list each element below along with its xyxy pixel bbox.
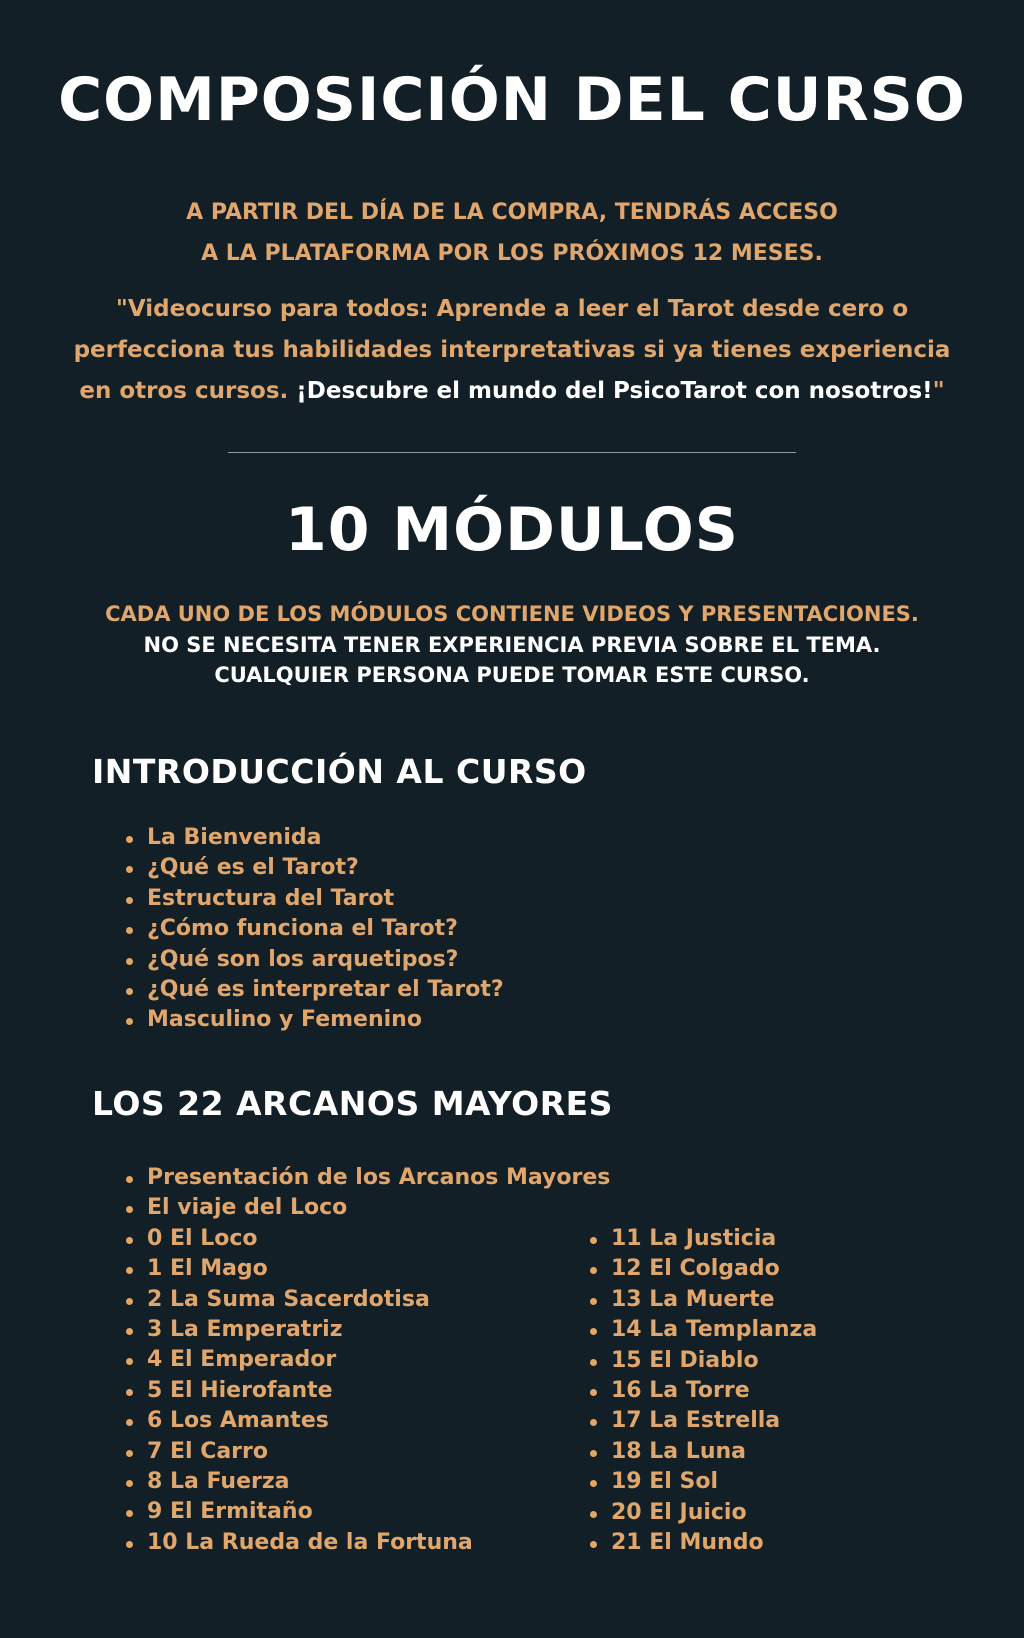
list-item: 21 El Mundo: [590, 1528, 817, 1558]
modules-desc-line-3: CUALQUIER PERSONA PUEDE TOMAR ESTE CURSO.: [214, 663, 810, 687]
list-item: 10 La Rueda de la Fortuna: [126, 1528, 610, 1558]
list-item: 0 El Loco: [126, 1224, 610, 1254]
list-item: 16 La Torre: [590, 1376, 817, 1406]
arcanos-list-left: [126, 1163, 610, 1558]
list-item: 19 El Sol: [590, 1467, 817, 1497]
list-item: ¿Qué son los arquetipos?: [126, 945, 504, 975]
list-item: 11 La Justicia: [590, 1224, 817, 1254]
list-item: Masculino y Femenino: [126, 1005, 504, 1035]
list-item: 4 El Emperador: [126, 1345, 610, 1375]
list-item: ¿Qué es el Tarot?: [126, 853, 504, 883]
intro-quote-end: ": [932, 378, 945, 404]
list-item: ¿Cómo funciona el Tarot?: [126, 914, 504, 944]
page-title: COMPOSICIÓN DEL CURSO: [58, 65, 966, 135]
list-item: 17 La Estrella: [590, 1406, 817, 1436]
intro-highlight: ¡Descubre el mundo del PsicoTarot con nosotros!: [296, 378, 933, 404]
list-item: 7 El Carro: [126, 1437, 610, 1467]
intro-paragraph: [70, 289, 954, 412]
access-line-2: A LA PLATAFORMA POR LOS PRÓXIMOS 12 MESES.: [201, 241, 823, 266]
list-item: 14 La Templanza: [590, 1315, 817, 1345]
list-item: 13 La Muerte: [590, 1285, 817, 1315]
section-divider: [228, 452, 796, 453]
list-item: La Bienvenida: [126, 823, 504, 853]
list-item: ¿Qué es interpretar el Tarot?: [126, 975, 504, 1005]
intro-lesson-list: [126, 823, 504, 1036]
modules-desc-line-1: CADA UNO DE LOS MÓDULOS CONTIENE VIDEOS Y PRESENTACIONES.: [105, 602, 919, 626]
list-item: Estructura del Tarot: [126, 884, 504, 914]
list-item: 6 Los Amantes: [126, 1406, 610, 1436]
access-notice: [0, 192, 1024, 274]
list-item: 1 El Mago: [126, 1254, 610, 1284]
list-item: 18 La Luna: [590, 1437, 817, 1467]
list-item: El viaje del Loco: [126, 1193, 610, 1223]
list-item: 5 El Hierofante: [126, 1376, 610, 1406]
list-item: 3 La Emperatriz: [126, 1315, 610, 1345]
intro-text: "Videocurso para todos: Aprende a leer el Tarot desde cero o perfecciona tus habilidades interpretativas si ya tienes experiencia en otros cursos.: [73, 296, 951, 404]
list-item: 9 El Ermitaño: [126, 1497, 610, 1527]
list-item: 20 El Juicio: [590, 1498, 817, 1528]
list-item: 8 La Fuerza: [126, 1467, 610, 1497]
access-line-1: A PARTIR DEL DÍA DE LA COMPRA, TENDRÁS ACCESO: [186, 200, 838, 225]
modules-title: 10 MÓDULOS: [285, 495, 739, 565]
modules-desc-line-2: NO SE NECESITA TENER EXPERIENCIA PREVIA SOBRE EL TEMA.: [143, 632, 881, 657]
section-title-intro: INTRODUCCIÓN AL CURSO: [92, 752, 587, 791]
arcanos-list-right: [590, 1224, 817, 1558]
list-item: 12 El Colgado: [590, 1254, 817, 1284]
list-item: 15 El Diablo: [590, 1346, 817, 1376]
modules-description: [0, 599, 1024, 691]
list-item: 2 La Suma Sacerdotisa: [126, 1285, 610, 1315]
section-title-arcanos: LOS 22 ARCANOS MAYORES: [92, 1084, 613, 1123]
list-item: Presentación de los Arcanos Mayores: [126, 1163, 610, 1193]
